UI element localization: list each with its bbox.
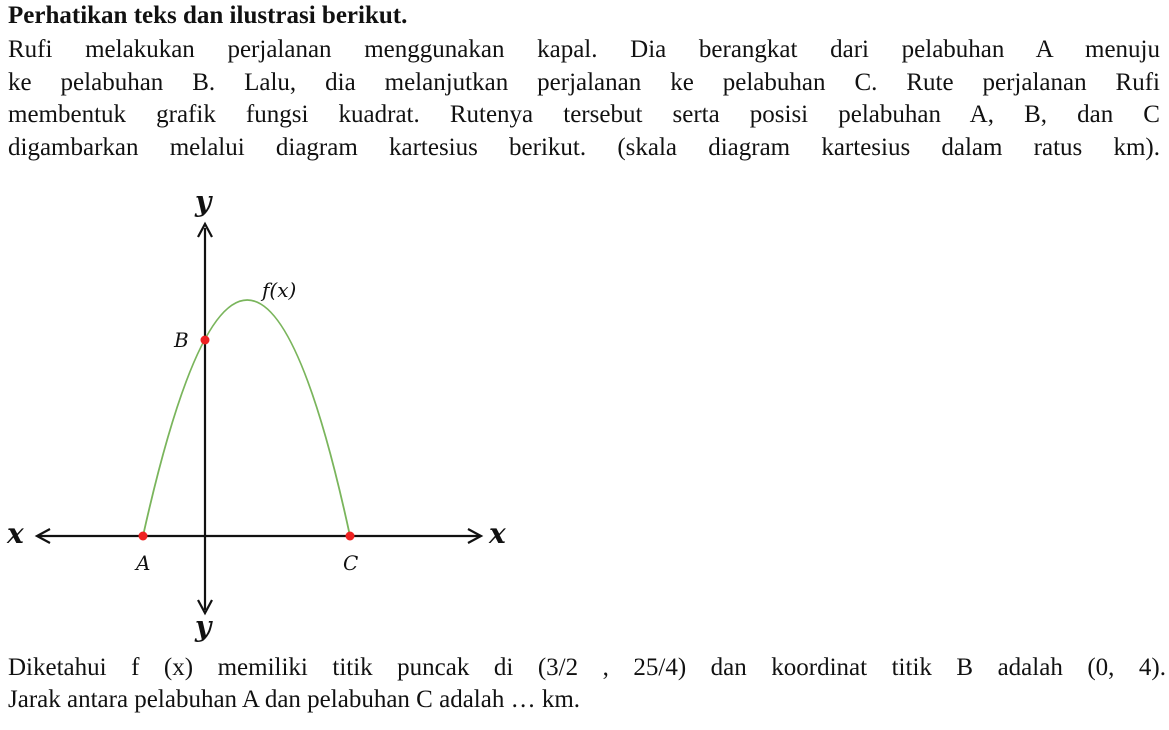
y-axis-label-top: y [195, 185, 212, 218]
y-axis-label-bottom: y [195, 610, 212, 643]
point-c-label: C [343, 551, 359, 575]
question-line: Jarak antara pelabuhan A dan pelabuhan C adalah … km. [8, 686, 581, 713]
point-b-label: B [174, 328, 189, 352]
cartesian-diagram [0, 180, 560, 650]
point-a-label: A [136, 551, 151, 575]
intro-paragraph [8, 34, 1160, 164]
point-b-marker [201, 336, 210, 345]
question-paragraph [8, 652, 1166, 716]
x-axis-label-right: x [489, 517, 506, 550]
question-line: Diketahui f (x) memiliki titik puncak di (3/2 , 25/4) dan koordinat titik B adalah (0, 4). [8, 654, 1166, 681]
x-axis-label-left: x [7, 517, 24, 550]
heading: Perhatikan teks dan ilustrasi berikut. [8, 2, 408, 29]
intro-line: ke pelabuhan B. Lalu, dia melanjutkan perjalanan ke pelabuhan C. Rute perjalanan Rufi [8, 68, 1160, 96]
function-label: f(x) [262, 278, 297, 302]
intro-line: Rufi melakukan perjalanan menggunakan kapal. Dia berangkat dari pelabuhan A menuju [8, 36, 1160, 63]
point-a-marker [139, 532, 148, 541]
intro-line: membentuk grafik fungsi kuadrat. Rutenya tersebut serta posisi pelabuhan A, B, dan C [8, 101, 1160, 128]
point-c-marker [346, 532, 355, 541]
intro-line: digambarkan melalui diagram kartesius berikut. (skala diagram kartesius dalam ratus km). [8, 133, 1160, 161]
